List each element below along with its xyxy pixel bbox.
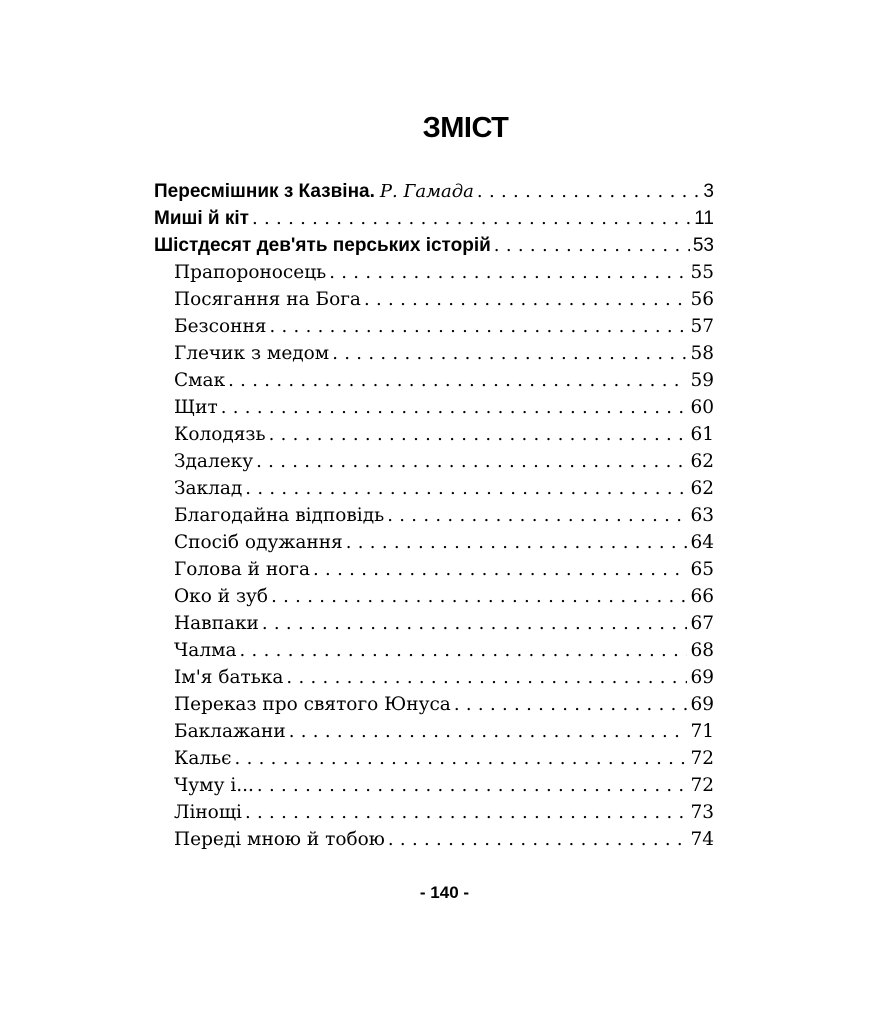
toc-entry-title: Переді мною й тобою [174, 829, 385, 850]
toc-subentry [154, 718, 714, 745]
dot-leader [329, 259, 687, 286]
toc-entry-title: Навпаки [174, 613, 259, 634]
dot-leader [252, 205, 691, 232]
toc-entry-title: Баклажани [174, 721, 286, 742]
toc-entry-page: 69 [690, 667, 714, 688]
toc-entry-page: 3 [703, 181, 714, 202]
toc-subentry [154, 286, 714, 313]
toc-subentry [154, 313, 714, 340]
dot-leader [262, 610, 688, 637]
toc-entry-page: 62 [690, 451, 714, 472]
toc-entry-title: Пересмішник з Казвіна. [154, 181, 375, 202]
toc-entry-title: Заклад [174, 478, 243, 499]
toc-subentry [154, 610, 714, 637]
toc-entry-page: 68 [690, 640, 714, 661]
dot-leader [221, 394, 688, 421]
toc-entry-page: 69 [690, 694, 714, 715]
toc-entry [154, 178, 714, 205]
toc-entry-title: Смак [174, 370, 226, 391]
toc-subentry [154, 583, 714, 610]
toc-entry-title: Прапороносець [174, 262, 327, 283]
toc-subentry [154, 367, 714, 394]
toc-entry-title: Чалма [174, 640, 237, 661]
toc-entry-page: 61 [690, 424, 714, 445]
toc-entry-page: 59 [690, 370, 714, 391]
toc-subentry [154, 529, 714, 556]
toc-entry-title: Миші й кіт [154, 208, 249, 229]
dot-leader [313, 556, 687, 583]
toc-entry-title: Благодайна відповідь [174, 505, 385, 526]
dot-leader [364, 286, 688, 313]
toc-entry-title: Глечик з медом [174, 343, 330, 364]
toc-subentry [154, 502, 714, 529]
toc-entry-title: Чуму і... [174, 775, 254, 796]
page-number: - 140 - [419, 883, 470, 902]
dot-leader [289, 718, 688, 745]
toc-subentry [154, 826, 714, 853]
toc-entry-page: 72 [690, 775, 714, 796]
dot-leader [256, 448, 687, 475]
toc-subentry [154, 259, 714, 286]
dot-leader [269, 313, 687, 340]
toc-subentry [154, 772, 714, 799]
toc-subentry [154, 340, 714, 367]
toc-entry-page: 60 [690, 397, 714, 418]
dot-leader [240, 637, 688, 664]
toc-entry-title: Безсоння [174, 316, 267, 337]
toc-entry-page: 65 [690, 559, 714, 580]
toc-entry-page: 71 [690, 721, 714, 742]
toc-entry-page: 73 [690, 802, 714, 823]
toc-entry-title: Колодязь [174, 424, 266, 445]
toc-entry-page: 56 [690, 289, 714, 310]
dot-leader [228, 367, 687, 394]
dot-leader [269, 421, 688, 448]
dot-leader [388, 826, 688, 853]
dot-leader [245, 799, 688, 826]
toc-subentry [154, 691, 714, 718]
toc-subentry [154, 664, 714, 691]
toc-subentry [154, 556, 714, 583]
toc-entry-page: 63 [690, 505, 714, 526]
toc-entry-title: Кальє [174, 748, 232, 769]
toc-entry-title: Шістдесят дев'ять перських історій [154, 235, 491, 256]
toc-entry-page: 72 [690, 748, 714, 769]
toc-entry-page: 55 [690, 262, 714, 283]
toc-entry-author: Р. Гамада [379, 181, 474, 202]
toc-entry [154, 232, 714, 259]
dot-leader [477, 178, 701, 205]
toc-subentry [154, 637, 714, 664]
dot-leader [245, 475, 687, 502]
toc-entry-title: Ім'я батька [174, 667, 284, 688]
toc-subentry [154, 394, 714, 421]
toc-entry-page: 64 [690, 532, 714, 553]
toc-entry-title: Око й зуб [174, 586, 269, 607]
toc-entry-page: 66 [690, 586, 714, 607]
toc-subentry [154, 448, 714, 475]
toc-entry-title: Голова й нога [174, 559, 311, 580]
dot-leader [346, 529, 688, 556]
toc-subentry [154, 475, 714, 502]
dot-leader [494, 232, 690, 259]
toc-entry-page: 74 [690, 829, 714, 850]
toc-entry-page: 11 [694, 208, 714, 229]
toc-entry-title: Переказ про святого Юнуса [174, 694, 451, 715]
dot-leader [257, 772, 688, 799]
table-of-contents [154, 178, 714, 853]
dot-leader [332, 340, 687, 367]
toc-subentry [154, 421, 714, 448]
toc-entry-page: 57 [690, 316, 714, 337]
toc-subentry [154, 799, 714, 826]
toc-entry-page: 62 [690, 478, 714, 499]
page-title: ЗМІСТ [422, 112, 509, 144]
toc-entry-page: 53 [692, 235, 714, 256]
toc-entry-page: 67 [690, 613, 714, 634]
toc-entry-title: Посягання на Бога [174, 289, 361, 310]
dot-leader [387, 502, 687, 529]
toc-entry-title: Щит [174, 397, 218, 418]
toc-entry-title: Лінощі [174, 802, 242, 823]
toc-entry-page: 58 [690, 343, 714, 364]
dot-leader [271, 583, 687, 610]
toc-entry-title: Спосіб одужання [174, 532, 343, 553]
toc-entry-title: Здалеку [174, 451, 254, 472]
dot-leader [235, 745, 688, 772]
dot-leader [286, 664, 687, 691]
dot-leader [454, 691, 688, 718]
toc-subentry [154, 745, 714, 772]
toc-entry [154, 205, 714, 232]
